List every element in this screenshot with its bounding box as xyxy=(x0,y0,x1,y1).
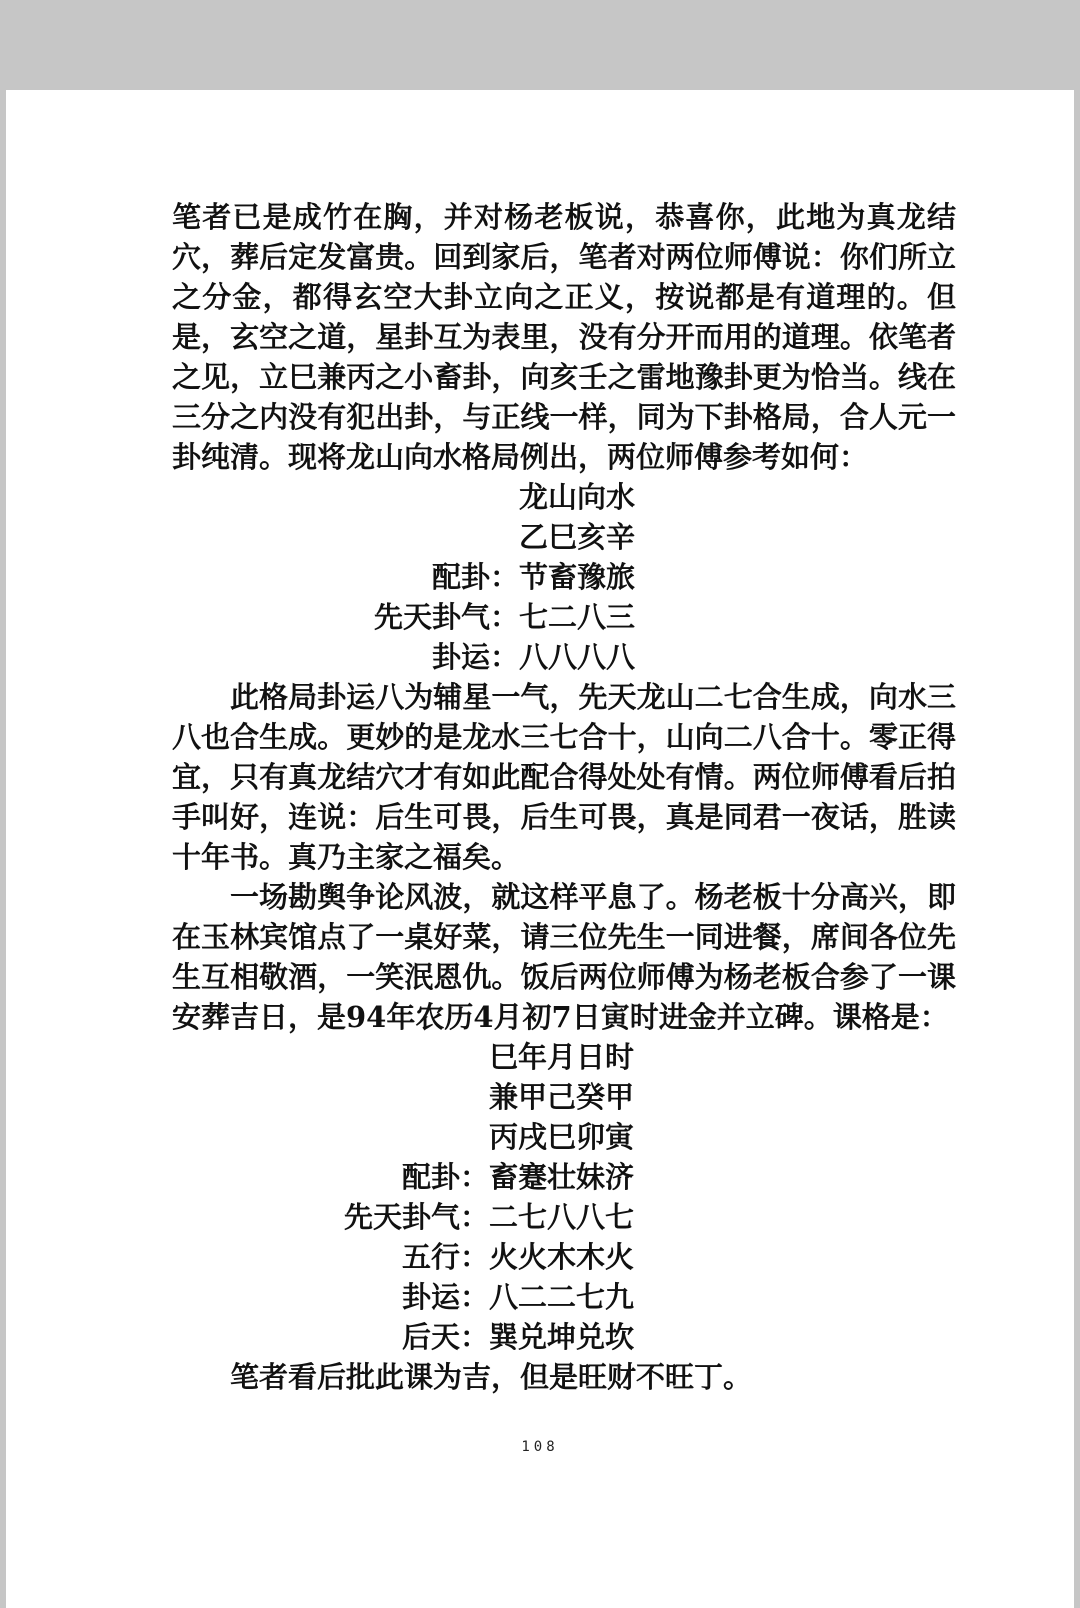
formula-value: 八二二七九 xyxy=(489,1280,635,1314)
formula-value: 丙戌巳卯寅 xyxy=(489,1120,635,1154)
page-number: 108 xyxy=(521,1439,559,1455)
formula-label xyxy=(172,517,519,557)
formula-label: 后天： xyxy=(401,1320,489,1354)
formula-row xyxy=(172,557,956,597)
document-page xyxy=(6,90,1074,1608)
formula-value: 巳年月日时 xyxy=(489,1040,635,1074)
formula-value: 龙山向水 xyxy=(519,480,636,514)
formula-row xyxy=(172,637,956,677)
formula-label: 配卦： xyxy=(431,560,519,594)
formula-table-2 xyxy=(172,1037,956,1357)
formula-row xyxy=(172,1317,956,1357)
formula-value: 火火木木火 xyxy=(489,1240,635,1274)
formula-row xyxy=(172,1037,956,1077)
formula-value: 畜蹇壮妹济 xyxy=(489,1160,635,1194)
formula-row xyxy=(172,597,956,637)
formula-value: 节畜豫旅 xyxy=(519,560,636,594)
formula-value: 八八八八 xyxy=(519,640,636,674)
paragraph-4: 笔者看后批此课为吉，但是旺财不旺丁。 xyxy=(230,1360,753,1394)
formula-value: 兼甲己癸甲 xyxy=(489,1080,635,1114)
formula-row xyxy=(172,1077,956,1117)
paragraph-1: 笔者已是成竹在胸，并对杨老板说，恭喜你，此地为真龙结穴，葬后定发富贵。回到家后，笔者对两位师傅说：你们所立之分金，都得玄空大卦立向之正义，按说都是有道理的。但是，玄空之道，星卦互为表里，没有分开而用的道理。依笔者之见，立巳兼丙之小畜卦，向亥壬之雷地豫卦更为恰当。线在三分之内没有犯出卦，与正线一样，同为下卦格局，合人元一卦纯清。现将龙山向水格局例出，两位师傅参考如何： xyxy=(172,200,956,474)
formula-label: 五行： xyxy=(401,1240,489,1274)
formula-label: 配卦： xyxy=(401,1160,489,1194)
paragraph-3: 一场勘舆争论风波，就这样平息了。杨老板十分高兴，即在玉林宾馆点了一桌好菜，请三位先生一同进餐，席间各位先生互相敬酒，一笑泯恩仇。饭后两位师傅为杨老板合参了一课安葬吉日，是94年农历4月初7日寅时进金并立碑。课格是： xyxy=(172,880,956,1034)
formula-row xyxy=(172,517,956,557)
formula-value: 二七八八七 xyxy=(489,1200,635,1234)
formula-label: 先天卦气： xyxy=(343,1200,489,1234)
formula-row xyxy=(172,1277,956,1317)
paragraph-2: 此格局卦运八为辅星一气，先天龙山二七合生成，向水三八也合生成。更妙的是龙水三七合十，山向二八合十。零正得宜，只有真龙结穴才有如此配合得处处有情。两位师傅看后拍手叫好，连说：后生可畏，后生可畏，真是同君一夜话，胜读十年书。真乃主家之福矣。 xyxy=(172,680,956,874)
formula-label xyxy=(172,1037,489,1077)
formula-row xyxy=(172,1237,956,1277)
formula-row xyxy=(172,477,956,517)
formula-row xyxy=(172,1117,956,1157)
formula-row xyxy=(172,1157,956,1197)
formula-row xyxy=(172,1197,956,1237)
formula-value: 乙巳亥辛 xyxy=(519,520,636,554)
formula-value: 七二八三 xyxy=(519,600,636,634)
formula-label: 卦运： xyxy=(431,640,519,674)
text-block xyxy=(172,197,956,1397)
formula-label xyxy=(172,1077,489,1117)
formula-label: 卦运： xyxy=(401,1280,489,1314)
formula-label: 先天卦气： xyxy=(373,600,519,634)
formula-table-1 xyxy=(172,477,956,677)
formula-label xyxy=(172,477,519,517)
formula-label xyxy=(172,1117,489,1157)
formula-value: 巽兑坤兑坎 xyxy=(489,1320,635,1354)
